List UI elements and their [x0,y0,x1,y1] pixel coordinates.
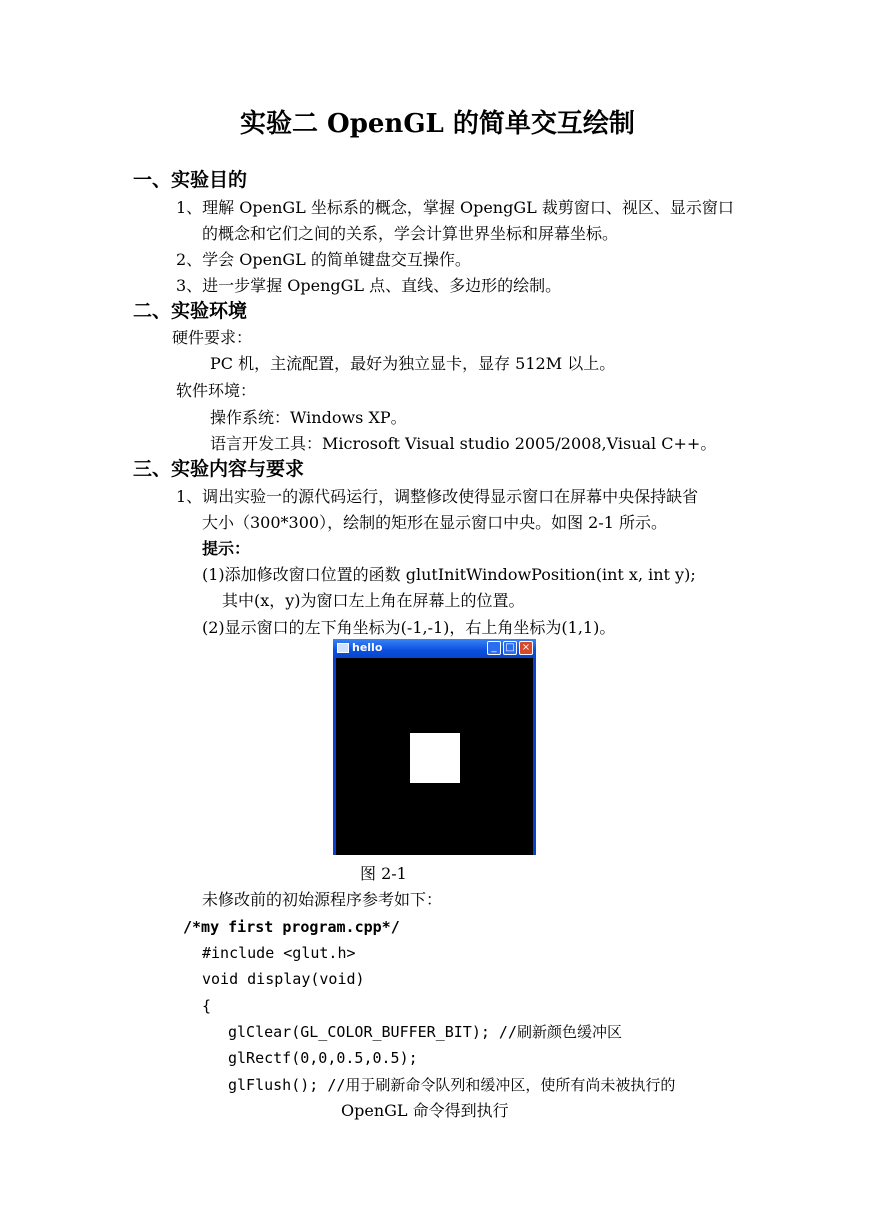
purpose-item-1: 1、理解 OpenGL 坐标系的概念，掌握 OpengGL 裁剪窗口、视区、显示窗口 [176,198,734,217]
white-rectangle [410,733,460,783]
hint-2: (2)显示窗口的左下角坐标为(-1,-1)，右上角坐标为(1,1)。 [202,618,616,637]
code-line-include: #include <glut.h> [202,944,356,962]
software-label: 软件环境： [176,381,257,400]
code-line-function: void display(void) [202,970,365,988]
section-heading-purpose: 一、实验目的 [133,169,248,191]
code-line-glrectf: glRectf(0,0,0.5,0.5); [228,1049,418,1067]
figure-caption: 图 2-1 [360,864,407,883]
hint-label: 提示： [202,539,251,558]
hardware-label: 硬件要求： [172,328,253,347]
code-line-glflush: glFlush(); //用于刷新命令队列和缓冲区，使所有尚未被执行的 [228,1076,676,1094]
purpose-item-3: 3、进一步掌握 OpengGL 点、直线、多边形的绘制。 [176,276,562,295]
purpose-item-2: 2、学会 OpenGL 的简单键盘交互操作。 [176,250,471,269]
hint-1-cont: 其中(x，y)为窗口左上角在屏幕上的位置。 [222,591,525,610]
code-intro: 未修改前的初始源程序参考如下： [202,890,443,909]
page-title: 实验二 OpenGL 的简单交互绘制 [240,109,635,139]
window-client-area [336,658,533,855]
close-icon: × [519,641,533,655]
code-line-brace: { [202,997,212,1015]
os-line: 操作系统：Windows XP。 [210,408,407,427]
window-titlebar [333,639,536,658]
section-heading-environment: 二、实验环境 [133,300,248,322]
section-heading-content: 三、实验内容与要求 [133,458,305,480]
devtools-line: 语言开发工具：Microsoft Visual studio 2005/2008,Visual C++。 [210,434,717,453]
content-item-1-cont: 大小（300*300），绘制的矩形在显示窗口中央。如图 2-1 所示。 [202,513,668,532]
content-item-1: 1、调出实验一的源代码运行，调整修改使得显示窗口在屏幕中央保持缺省 [176,487,699,506]
code-line-comment: /*my first program.cpp*/ [183,918,400,936]
hint-1: (1)添加修改窗口位置的函数 glutInitWindowPosition(int x, int y); [202,565,696,584]
code-line-glflush-cont: OpenGL 命令得到执行 [341,1101,509,1120]
code-line-glclear: glClear(GL_COLOR_BUFFER_BIT); //刷新颜色缓冲区 [228,1023,622,1041]
app-icon [337,643,349,653]
hardware-desc: PC 机，主流配置，最好为独立显卡，显存 512M 以上。 [210,354,616,373]
maximize-icon: □ [503,641,517,655]
opengl-window-figure [333,639,536,855]
window-title: hello [352,641,383,654]
purpose-item-1-cont: 的概念和它们之间的关系，学会计算世界坐标和屏幕坐标。 [202,224,619,243]
minimize-icon: _ [487,641,501,655]
